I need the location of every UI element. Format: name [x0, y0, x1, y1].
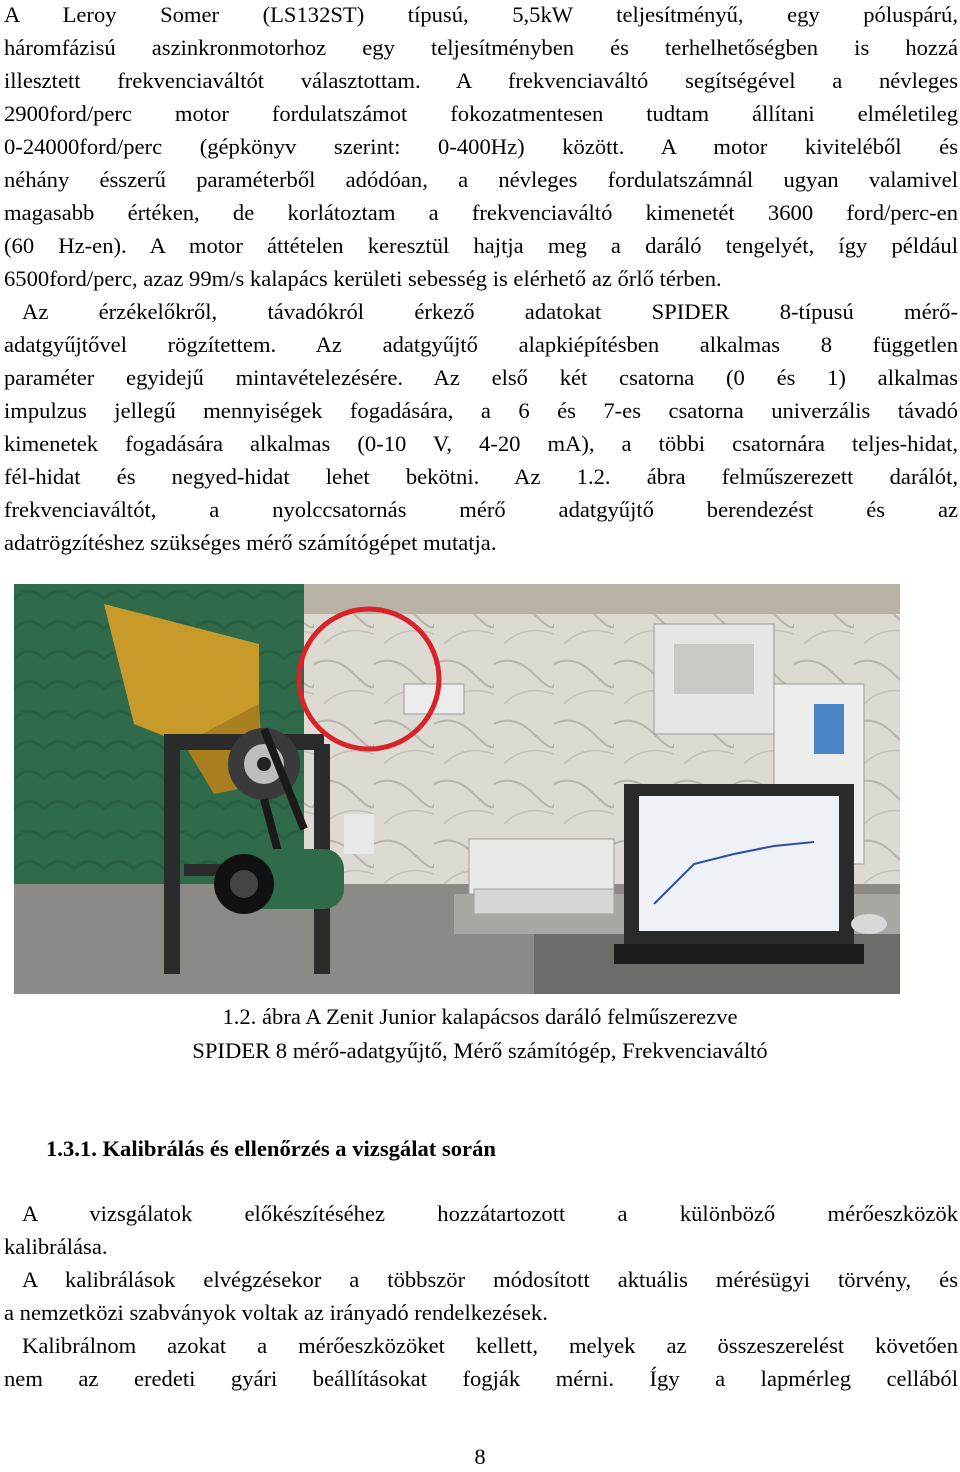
- text-line: illesztett frekvenciaváltót választottam. A frekvenciaváltó segítségével a névleges: [4, 68, 958, 93]
- text-line: 0-24000ford/perc (gépkönyv szerint: 0-400Hz) között. A motor kiviteléből és: [4, 134, 958, 159]
- equipment-photo: [14, 584, 900, 994]
- text-line: A vizsgálatok előkészítéséhez hozzátartozott a különböző mérőeszközök: [22, 1201, 958, 1226]
- text-line: néhány ésszerű paraméterből adódóan, a névleges fordulatszámnál ugyan valamivel: [4, 167, 958, 192]
- text-line: kimenetek fogadására alkalmas (0-10 V, 4-20 mA), a többi csatornára teljes-hidat,: [4, 431, 958, 456]
- text-line: Az érzékelőkről, távadókról érkező adatokat SPIDER 8-típusú mérő-: [22, 299, 958, 324]
- text-line: adatrögzítéshez szükséges mérő számítógépet mutatja.: [4, 530, 497, 555]
- text-line: nem az eredeti gyári beállításokat fogják mérni. Így a lapmérleg cellából: [4, 1366, 958, 1391]
- text-line: frekvenciaváltót, a nyolccsatornás mérő adatgyűjtő berendezést és az: [4, 497, 958, 522]
- text-line: háromfázisú aszinkronmotorhoz egy teljesítményben és terhelhetőségben is hozzá: [4, 35, 958, 60]
- text-line: a nemzetközi szabványok voltak az irányadó rendelkezések.: [4, 1300, 548, 1325]
- text-line: adatgyűjtővel rögzítettem. Az adatgyűjtő alapkiépítésben alkalmas 8 független: [4, 332, 958, 357]
- calibration-paragraph-1: [4, 1197, 958, 1263]
- calibration-paragraph-3: [4, 1329, 958, 1395]
- text-line: impulzus jellegű mennyiségek fogadására, a 6 és 7-es csatorna univerzális távadó: [4, 398, 958, 423]
- text-line: kalibrálása.: [4, 1234, 108, 1259]
- page-number: 8: [474, 1444, 486, 1469]
- figure-caption-line-1: 1.2. ábra A Zenit Junior kalapácsos daráló felműszerezve: [222, 1004, 738, 1029]
- text-line: A Leroy Somer (LS132ST) típusú, 5,5kW teljesítményű, egy póluspárú,: [4, 2, 958, 27]
- section-heading: 1.3.1. Kalibrálás és ellenőrzés a vizsgálat során: [46, 1136, 496, 1161]
- calibration-paragraph-2: [4, 1263, 958, 1329]
- text-line: magasabb értéken, de korlátoztam a frekvenciaváltó kimenetét 3600 ford/perc-en: [4, 200, 958, 225]
- equipment-photo-illustration: [14, 584, 900, 994]
- figure-caption-line-2: SPIDER 8 mérő-adatgyűjtő, Mérő számítógép, Frekvenciaváltó: [192, 1038, 768, 1063]
- text-line: 6500ford/perc, azaz 99m/s kalapács kerületi sebesség is elérhető az őrlő térben.: [4, 266, 722, 291]
- text-line: Kalibrálnom azokat a mérőeszközöket kellett, melyek az összeszerelést követően: [22, 1333, 958, 1358]
- text-line: paraméter egyidejű mintavételezésére. Az első két csatorna (0 és 1) alkalmas: [4, 365, 958, 390]
- text-line: fél-hidat és negyed-hidat lehet bekötni. Az 1.2. ábra felműszerezett darálót,: [4, 464, 958, 489]
- text-line: 2900ford/perc motor fordulatszámot fokozatmentesen tudtam állítani elméletileg: [4, 101, 958, 126]
- text-line: A kalibrálások elvégzésekor a többször módosított aktuális mérésügyi törvény, és: [22, 1267, 958, 1292]
- intro-paragraph: [4, 0, 958, 559]
- text-line: (60 Hz-en). A motor áttételen keresztül hajtja meg a daráló tengelyét, így például: [4, 233, 958, 258]
